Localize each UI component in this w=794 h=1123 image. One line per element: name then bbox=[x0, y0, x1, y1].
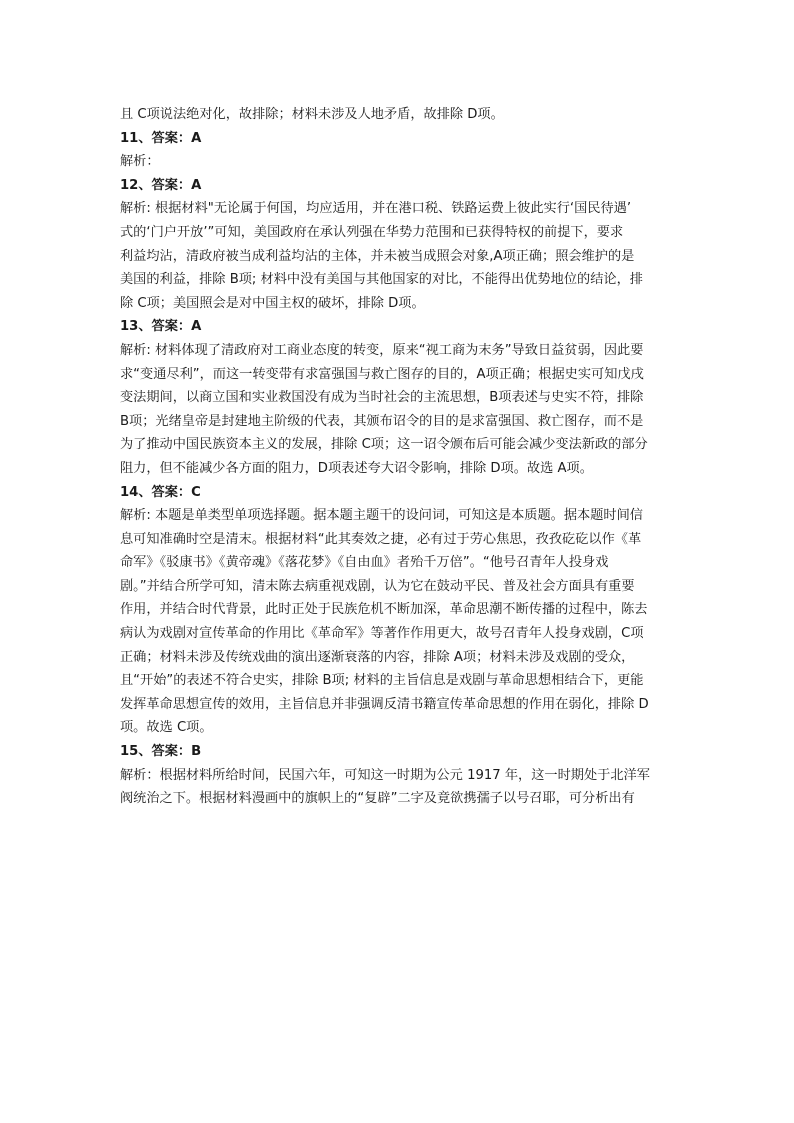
text-line: 且“开始”的表述不符合史实，排除 B项; 材料的主旨信息是戏剧与革命思想相结合下，更能 bbox=[120, 673, 644, 689]
text-line: 利益均沾，清政府被当成利益均沾的主体，并未被当成照会对象,A项正确；照会维护的是 bbox=[120, 248, 635, 264]
text-line: 息可知准确时空是清末。根据材料“此其奏效之捷，必有过于劳心焦思，孜孜矻矻以作《革 bbox=[120, 531, 642, 547]
text-line: 阀统治之下。根据材料漫画中的旗帜上的“复辟”二字及竟欲携孺子以号召耶，可分析出有 bbox=[120, 791, 635, 807]
answer-heading: 12、答案：A bbox=[120, 177, 202, 193]
answer-heading: 14、答案：C bbox=[120, 484, 201, 500]
text-line: 解析: 材料体现了清政府对工商业态度的转变，原来“视工商为末务”导致日益贫弱，因此要 bbox=[120, 342, 644, 358]
text-line: 解析：根据材料所给时间，民国六年，可知这一时期为公元 1917 年，这一时期处于北洋军 bbox=[120, 767, 650, 783]
text-line: B项；光绪皇帝是封建地主阶级的代表，其颁布诏令的目的是求富强国、救亡图存，而不是 bbox=[120, 413, 644, 429]
text-line: 发挥革命思想宣传的效用，主旨信息并非强调反清书籍宣传革命思想的作用在弱化，排除 D bbox=[120, 696, 649, 712]
text-line: 阻力，但不能减少各方面的阻力，D项表述夸大诏令影响，排除 D项。故选 A项。 bbox=[120, 460, 593, 476]
answer-heading: 15、答案：B bbox=[120, 744, 202, 760]
text-line: 求“变通尽利”，而这一转变带有求富强国与救亡图存的目的，A项正确；根据史实可知戊戌 bbox=[120, 366, 644, 382]
text-line: 解析: 根据材料"无论属于何国，均应适用，并在港口税、铁路运费上彼此实行‘国民待遇’ bbox=[120, 201, 632, 217]
text-line: 剧。”并结合所学可知，清末陈去病重视戏剧，认为它在鼓动平民、普及社会方面具有重要 bbox=[120, 578, 635, 594]
text-line: 命军》《驳康书》《黄帝魂》《落花梦》《自由血》者殆千万倍”。“他号召青年人投身戏 bbox=[120, 555, 609, 571]
text-line: 为了推动中国民族资本主义的发展，排除 C项；这一诏令颁布后可能会减少变法新政的部分 bbox=[120, 437, 648, 453]
text-line: 式的‘门户开放’”可知，美国政府在承认列强在华势力范围和已获得特权的前提下，要求 bbox=[120, 224, 624, 240]
answer-heading: 11、答案：A bbox=[120, 130, 202, 146]
text-line: 美国的利益，排除 B项; 材料中没有美国与其他国家的对比，不能得出优势地位的结论，排 bbox=[120, 272, 643, 288]
text-line: 解析: 本题是单类型单项选择题。据本题主题干的设问词，可知这是本质题。据本题时间信 bbox=[120, 508, 643, 524]
text-line: 正确；材料未涉及传统戏曲的演出逐渐衰落的内容，排除 A项；材料未涉及戏剧的受众， bbox=[120, 649, 635, 665]
text-line: 除 C项；美国照会是对中国主权的破坏，排除 D项。 bbox=[120, 295, 425, 311]
text-line: 项。故选 C项。 bbox=[120, 720, 213, 736]
answer-heading: 13、答案：A bbox=[120, 319, 202, 335]
text-line: 病认为戏剧对宣传革命的作用比《革命军》等著作作用更大，故号召青年人投身戏剧，C项 bbox=[120, 626, 644, 642]
text-line: 变法期间，以商立国和实业救国没有成为当时社会的主流思想，B项表述与史实不符，排除 bbox=[120, 390, 644, 406]
text-line: 解析： bbox=[120, 154, 160, 170]
answer-explanations bbox=[120, 103, 676, 811]
text-line: 且 C项说法绝对化，故排除；材料未涉及人地矛盾，故排除 D项。 bbox=[120, 107, 504, 122]
text-line: 作用，并结合时代背景，此时正处于民族危机不断加深，革命思潮不断传播的过程中，陈去 bbox=[120, 602, 648, 618]
